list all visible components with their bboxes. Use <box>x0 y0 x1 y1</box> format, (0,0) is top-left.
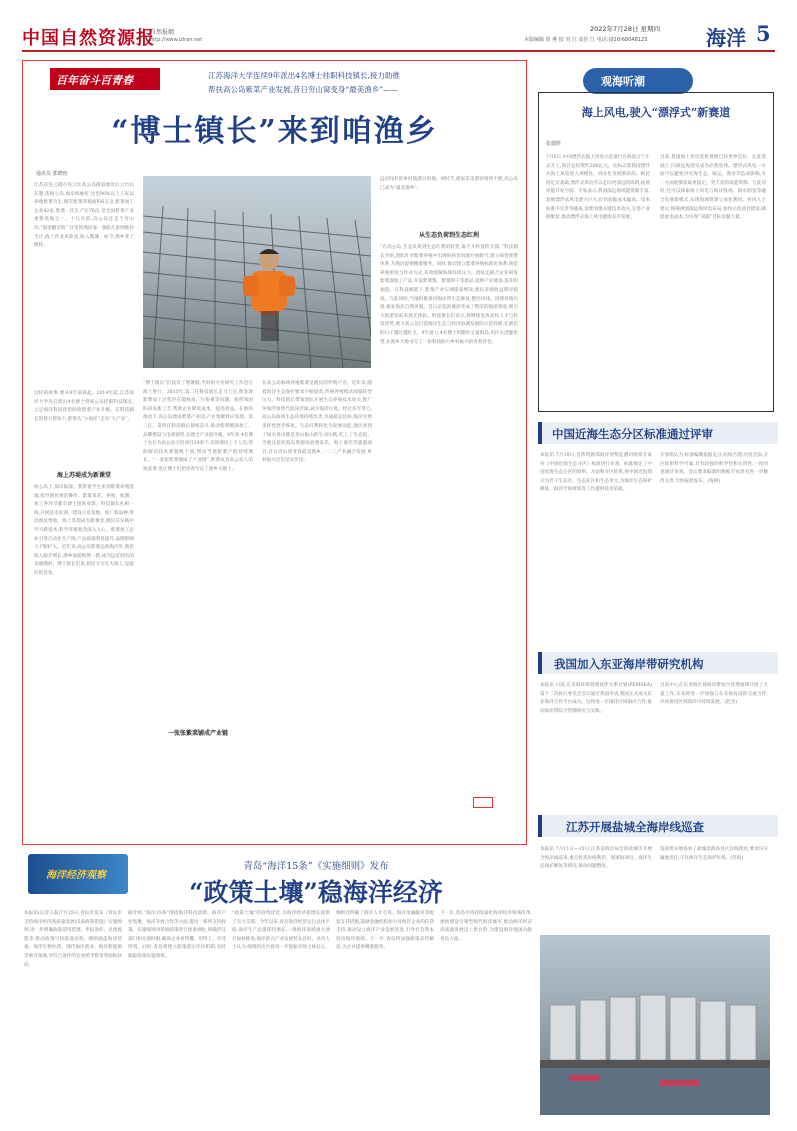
feature-headline-wrap <box>22 106 527 150</box>
harbor-photo <box>540 935 770 1115</box>
news4-col2: 巡查组实地查看了盐城沿海各县区岸线现状,要求压实属地责任,守住海洋生态保护红线。(苏海) <box>660 847 768 861</box>
bottom-col1: 本报讯(记者王磊)7月25日,青岛市发布《青岛市支持海洋经济高质量发展15条政策措施》实施细则,进一步明确政策适用范围、申报条件、兑现流程等,推动政策尽快落地见效。细则涵盖海洋装备、海洋生物医药、现代海洋渔业、海洋新能源等重点领域,对符合条件的企业给予资金奖励和扶持。 <box>24 911 122 968</box>
feature-col3: 在高公岛海域养殖紫菜是渔民的传统产业。近年来,随着海洋生态保护要求不断提高,传统养殖模式面临转型压力。科技镇长带领团队开展生态养殖技术攻关,推广环保浮球替代泡沫浮球,减少海洋垃圾。经过多年努力,高公岛海域生态环境持续改善,水质稳定达标,海洋生物多样性逐步恢复。生态红利转化为发展动能,渔民看到了绿水青山就是金山银山的生动实践,吃上了生态饭。当地还依托海岛资源发展渔家乐、海上观光等旅游项目,昔日穷山窝变身最美渔乡,一二三产业融合发展,乡村振兴迈出坚实步伐。 <box>262 381 372 464</box>
subhead-2: 从生态负荷到生态红利 <box>418 232 479 239</box>
feature-col4a: 远近闻名的乡村旅游目的地。闲时节,渔家乐里游客络绎不绝,高公岛已成为“最美渔乡”。 <box>380 177 518 191</box>
news2-bar <box>538 422 778 444</box>
commentary-col2: 目前,我国海上风电装机规模已居世界首位。在此基础上,向深远海进军成为必然选择。漂浮式风电一方面可以避免对近海生态、航运、渔业等造成影响,另一方面能够获取更稳定、更丰富的风能资源。与此同时,还可以探索海上风电与海洋牧场、海水制氢等融合发展新模式,实现海域资源立体化利用。业内人士建议,统筹规划深远海风电布局,加快示范项目建设,降低度电成本,为实现“双碳”目标贡献力量。 <box>660 155 766 221</box>
subhead-3: 一张张紫菜铺成产业链 <box>167 730 228 737</box>
harbor-photo-art <box>540 935 770 1115</box>
news4-bar <box>538 815 778 837</box>
feature-headline: “博士镇长”来到咱渔乡 <box>111 114 438 149</box>
commentary-byline: 张德胜 <box>546 141 562 147</box>
bottom-kicker: 青岛“海洋15条”《实施细则》发布 <box>243 861 389 872</box>
news2-title: 中国近海生态分区标准通过评审 <box>552 427 713 441</box>
news4-col1: 本报讯 7月11日—15日,江苏省海洋局会同盐城市开展全海岸线巡查,重点检查岸线利用、围填海项目、海洋生态保护修复等情况,推动问题整改。 <box>540 847 652 870</box>
highlight-box <box>473 797 493 808</box>
deck-line-1: 江苏海洋大学连续9年派出4名博士挂职科技镇长,接力助推 <box>208 71 400 80</box>
page-number: 5 <box>756 21 771 46</box>
deck-line-2: 帮扶高公岛紫菜产业发展,昔日穷山窝变身“最美渔乡”—— <box>208 85 399 94</box>
news3-title: 我国加入东亚海岸带研究机构 <box>554 657 704 671</box>
bottom-col5: 下一步,青岛市将持续深化海洋经济领域改革,加快建设引领型现代海洋城市,推动海洋经济高质量发展迈上新台阶,为建设海洋强国贡献青岛力量。 <box>440 911 532 942</box>
feature-col1a: 江苏省连云港市连云区高公岛街道地处后云台山东麓,依海立岛,海岸线曲折,这里96%以上人家以养殖紫菜为生,拥有紫菜养殖面积6万亩,紫菜加工企业42家,紫菜一次生产达76亩,是全国紫菜产业重要基地之一。十几年前,高公岛还是个穷山沟,“海里翻苦海”,这里的渔民靠一条船几张网维持生计,海上作业风险高,收入微薄。如今,渔乡变了模样。 <box>34 183 134 249</box>
bottom-col4: 细则还明确了海洋人才引进、海洋金融服务等配套支持措施,鼓励金融机构加大对海洋企业的信贷支持,推动设立海洋产业发展基金,引导社会资本投向海洋领域。下一步,青岛将加强政策宣传解读,为企业提供精准服务。 <box>336 911 434 951</box>
column-badge <box>50 68 160 90</box>
commentary-banner <box>583 68 693 94</box>
bottom-col3: “政策土壤”的持续优化,为海洋经济稳增长提供了有力支撑。今年以来,青岛海洋经济运行总体平稳,海洋生产总值保持增长,一批海洋领域重大项目加快推进,海洋新兴产业发展势头良好。业内人士认为,细则的出台将进一步提振市场主体信心。 <box>232 911 330 951</box>
bottom-col2: 据介绍,“海洋15条”围绕海洋科技创新、海洋产业集聚、海洋开放合作等方面,提出一系列支持政策。实施细则对各项政策进行逐条细化,明确责任部门和兑现时限,确保企业看得懂、用得上、享受得到。同时,青岛将建立政策落实评估机制,及时跟踪政策实施效果。 <box>128 911 226 959</box>
feature-col1c: 海公岛上,海岸纵深。我带着学生来到紫菜养殖基地,指导渔民规范操作。紫菜采苗、养殖、收割、加工各环节都有博士团队身影。科技镇长扎根一线,开展技术培训、建设示范基地、推广新品种,带动渔民增收。海上苏堤成为新课堂,渔民在实践中学习新技术,科学养殖观念深入人心。紫菜加工企业引进自动化生产线,产品质量明显提升,品牌影响力不断扩大。近年来,高公岛紫菜远销海内外,渔民收入稳步增长,渔乡面貌焕然一新,成为远近闻名的美丽渔村。博士镇长们说,把论文写在大海上,是最好的答卷。 <box>34 485 134 576</box>
subhead-1: 海上苏堤成为新课堂 <box>56 472 111 479</box>
commentary-title: 海上风电,驶入“漂浮式”新赛道 <box>581 106 731 119</box>
feature-photo <box>143 176 371 368</box>
commentary-col1: 7月5日,中国漂浮式海上风电示范项目在海南万宁正式开工,项目总投资约200亿元。这标志着我国漂浮式海上风电进入规模化、商业化发展新阶段。相比固定式基础,漂浮式风电可以走向更深远的海域,拓展风能开发空间。专家表示,我国深远海风能资源丰富,发展漂浮式风电潜力巨大,但仍面临成本偏高、技术标准不完善等挑战,需要加强关键技术攻关,完善产业链配套,推动漂浮式海上风电健康有序发展。 <box>546 155 650 221</box>
news4-title: 江苏开展盐城全海岸线巡查 <box>566 820 704 834</box>
feature-byline: 通讯员 郭晓艳 <box>36 171 68 177</box>
news3-bar <box>538 652 778 674</box>
paper-name: 中国自然资源报 <box>22 28 155 49</box>
column-badge-text: 百年奋斗百青春 <box>56 74 133 87</box>
issue-date: 2022年7月28日 星期四 <box>590 25 661 33</box>
net-photo-art <box>143 176 371 368</box>
news3-col2: 目前中心在东亚海区域海岸带综合管理领域开展了大量工作,未来将进一步加强与东亚海各国的交流合作,共同推进区域海洋可持续发展。(赵杰) <box>660 683 768 706</box>
bottom-stamp-text: 海洋经济观察 <box>46 870 106 881</box>
news3-col1: 本报讯 日前,东亚海环境管理伙伴关系计划(PEMSEA)第十二次执行委员会会议通过我国申请,我国正式成为东亚海洋合作平台成员。这将进一步深化区域海洋合作,推动海岸带综合管理研究与实践。 <box>540 683 652 714</box>
bottom-headline: “政策土壤”稳海洋经济 <box>189 878 443 907</box>
header-rule <box>22 50 775 52</box>
feature-col1b: 这样的故事,要从9年前说起。2014年起,江苏海洋大学先后派出4名博士到高公岛挂职科技镇长,立足海洋科技优势助推紫菜产业升级。在科技镇长的接力帮扶下,紫菜从“小海洋”走向“大产业”。 <box>34 391 134 422</box>
news2-col2: 专家组认为,标准编制依据充分,结构合理,内容全面,分区结果科学可靠,具有较强的科学性和实用性,一致同意通过审查。会议要求编制组根据专家意见进一步修改完善,尽快报批发布。(海研) <box>660 453 768 484</box>
feature-col2: “博士镇长”们没有了寒暑假,平时的专业研究工作也在海上进行。2015年,第二任科技镇长走马上任,他发现紫菜加工过程存在能耗高、污染重等问题。他带领团队研发新工艺,帮助企业降低成本、提高效益。在他的推动下,高公岛建成紫菜产业园,产业集聚效应显现。第三任、第四任科技镇长接续奋斗,推动紫菜精深加工、品牌建设与电商销售,实现全产业链升级。9年来,4名博士先后为高公岛引进项目20余个,培训渔民上千人次,帮助解决技术难题数十项,带动当地紫菜产值持续增长。“一张张紫菜铺成了产业链”,紫菜成为高公岛人的致富菜,也让博士们把青春写在了渔乡大地上。 <box>143 381 253 472</box>
section-title: 海洋 <box>706 26 746 50</box>
website-url[interactable]: http://www.iziran.net <box>150 37 203 43</box>
feature-col4b: “在高公岛,生态负荷到生态红利的转变,离不开科技的支撑。”科技镇长介绍,团队针对紫菜养殖中出现的病害问题开展研究,建立病害预警体系,为渔民提供精准服务。同时,推动建立紫菜养殖标准化体系,规范养殖密度与作业方式,有效缓解海域环境压力。团队还联合企业研发紫菜深加工产品,开发紫菜酱、紫菜饼干等新品,延伸产业链条,提升附加值。在科技赋能下,紫菜产业实现提质增效,渔民养殖收益明显提高。与此同时,当地积极推进海岸带生态修复,整治岸线、清理养殖垃圾,恢复海岸自然风貌。昔日杂乱的滩涂变成了整洁的海滨景观,吸引大批游客前来观光体验。科技镇长们表示,将继续发挥高校人才与科技优势,助力高公岛打造海洋生态与经济协调发展的示范样板,让渔民的日子越过越红火。9年接力,4名博士用脚步丈量海岛,用汗水浇灌希望,在渔乡大地书写了一份科技助力乡村振兴的青春答卷。 <box>380 245 518 345</box>
editors-line: 本版编辑 崔 燕 校 对 江 责任 江 电话:(010)68048123 <box>524 37 648 43</box>
news2-col1: 本报讯 7月18日,自然资源部海洋预警监测司组织专家对《中国近海生态分区》标准进行审查。标准规定了中国近海生态分区的原则、方法和分区结果,将中国近海划分为若干生态区、生态亚区和生态单元,为海洋生态保护修复、海洋空间规划等工作提供技术依据。 <box>540 453 652 493</box>
paper-name-small: 自然报網 <box>150 29 175 36</box>
commentary-banner-text: 观海听潮 <box>601 75 645 88</box>
